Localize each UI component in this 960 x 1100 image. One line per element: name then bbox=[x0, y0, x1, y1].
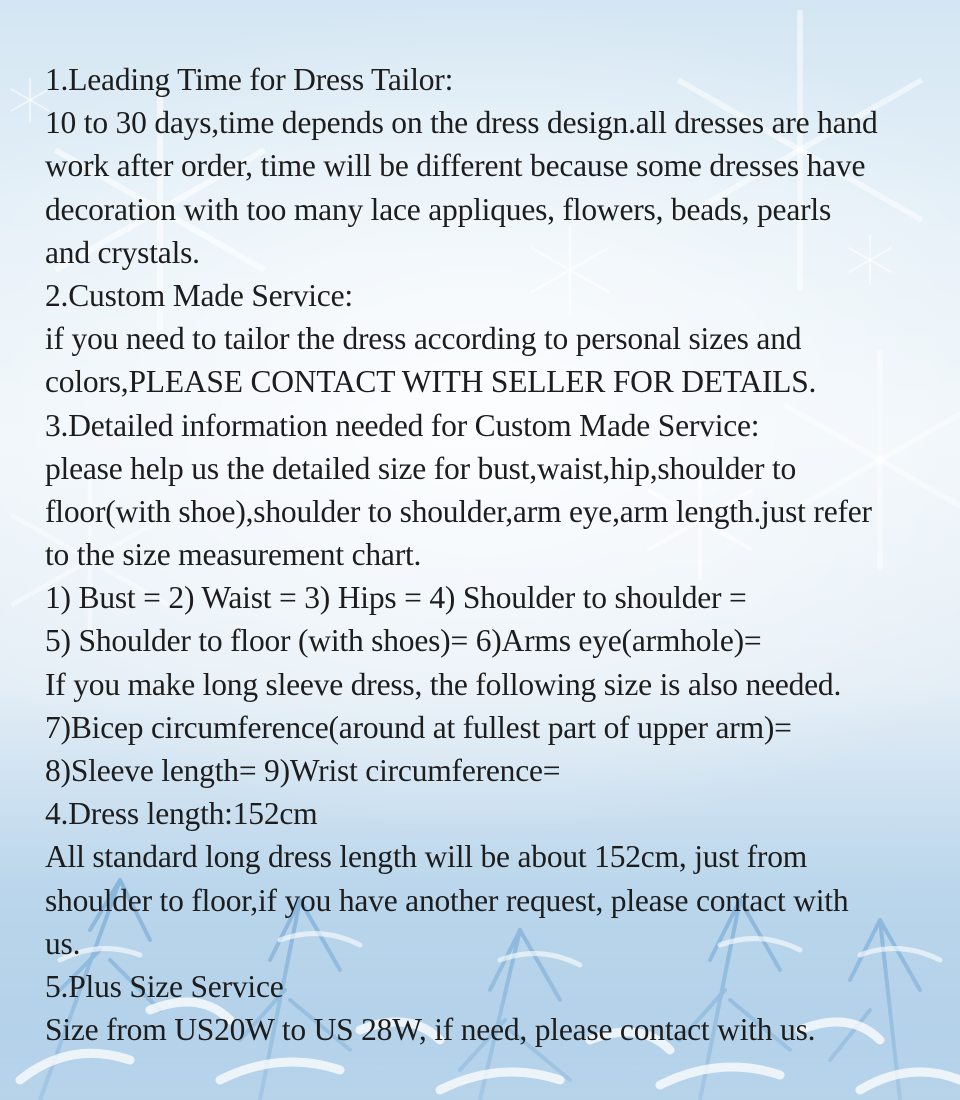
text-line: decoration with too many lace appliques, flowers, beads, pearls bbox=[45, 191, 832, 227]
section-heading: 2.Custom Made Service: bbox=[45, 277, 353, 313]
section-heading: 1.Leading Time for Dress Tailor: bbox=[45, 62, 454, 97]
text-line: colors,PLEASE CONTACT WITH SELLER FOR DETAILS. bbox=[45, 364, 817, 400]
section-heading: 4.Dress length:152cm bbox=[45, 796, 318, 832]
text-line: to the size measurement chart. bbox=[45, 537, 422, 573]
text-line: Size from US20W to US 28W, if need, please contact with us. bbox=[45, 1012, 816, 1048]
text-line: work after order, time will be different because some dresses have bbox=[45, 148, 866, 184]
text-line: and crystals. bbox=[45, 234, 200, 270]
measurement-line: 5) Shoulder to floor (with shoes)= 6)Arms eye(armhole)= bbox=[45, 623, 762, 659]
text-line: if you need to tailor the dress according to personal sizes and bbox=[45, 321, 802, 357]
text-line: us. bbox=[45, 925, 81, 961]
measurement-line: 7)Bicep circumference(around at fullest part of upper arm)= bbox=[45, 709, 792, 745]
snowflake-icon bbox=[11, 78, 49, 122]
text-line: floor(with shoe),shoulder to shoulder,arm eye,arm length.just refer bbox=[45, 493, 872, 529]
text-line: All standard long dress length will be about 152cm, just from bbox=[45, 839, 808, 875]
text-line: shoulder to floor,if you have another request, please contact with bbox=[45, 882, 849, 918]
section-heading: 5.Plus Size Service bbox=[45, 968, 284, 1004]
text-line: please help us the detailed size for bust,waist,hip,shoulder to bbox=[45, 450, 797, 486]
measurement-line: 1) Bust = 2) Waist = 3) Hips = 4) Shoulder to shoulder = bbox=[45, 580, 747, 616]
text-line: 10 to 30 days,time depends on the dress design.all dresses are hand bbox=[45, 105, 878, 141]
measurement-line: 8)Sleeve length= 9)Wrist circumference= bbox=[45, 753, 561, 788]
section-heading: 3.Detailed information needed for Custom Made Service: bbox=[45, 407, 760, 443]
dress-service-info bbox=[45, 58, 945, 1051]
text-line: If you make long sleeve dress, the following size is also needed. bbox=[45, 666, 842, 702]
